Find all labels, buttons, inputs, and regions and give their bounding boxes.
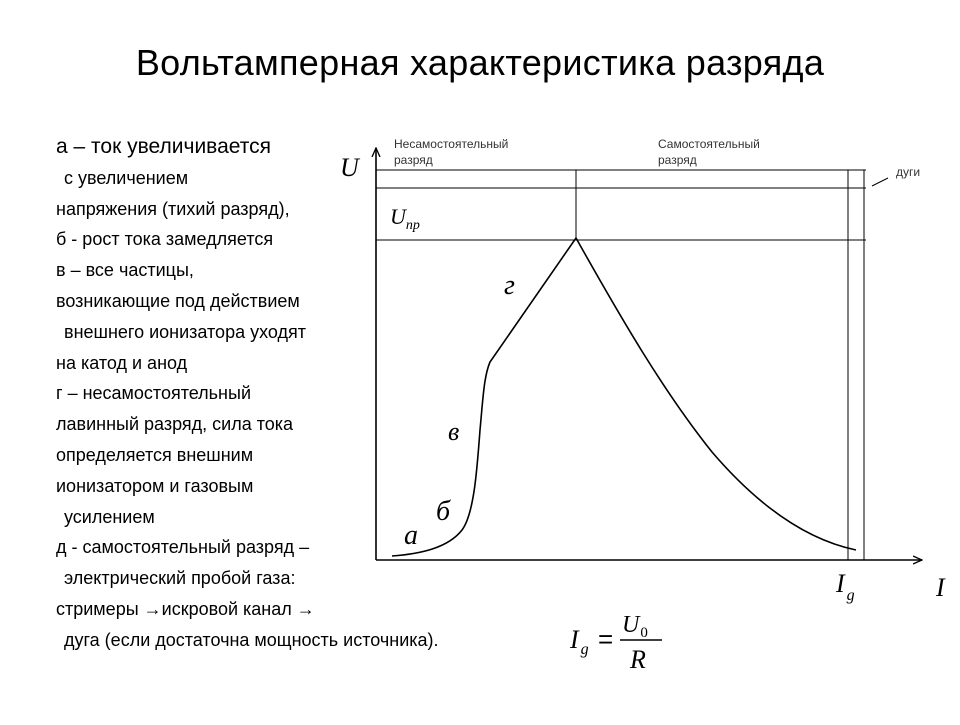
vac-curve [392, 238, 856, 556]
region-label-self-2: разряд [658, 153, 697, 167]
ig-axis-label: I $_g$ [836, 569, 855, 604]
arc-label-leader [872, 178, 888, 186]
segment-label-b: б [436, 496, 451, 527]
formula-equals: = [598, 624, 614, 654]
y-axis-label: U [340, 153, 359, 182]
description-line: в – все частицы, [56, 260, 194, 281]
formula-lhs: I $_g$ [570, 625, 589, 658]
formula-denominator: R [630, 645, 646, 674]
description-line: на катод и анод [56, 352, 188, 373]
description-line: д - самостоятельный разряд – [56, 537, 310, 558]
description-line: ионизатором и газовым [56, 475, 254, 496]
description-line: стримеры →искровой канал → [56, 598, 315, 619]
slide-title: Вольтамперная характеристика разряда [135, 42, 825, 83]
description-line: лавинный разряд, сила тока [56, 414, 294, 435]
description-line: напряжения (тихий разряд), [56, 198, 290, 219]
segment-label-a: а [404, 520, 418, 551]
breakdown-voltage-label: $U_{пр}$ [390, 204, 420, 233]
description-line: определяется внешним [56, 444, 254, 465]
description-line: дуга (если достаточна мощность источника). [64, 629, 439, 650]
region-label-self-1: Самостоятельный [658, 137, 760, 151]
description-line: с увеличением [64, 167, 189, 188]
x-axis-label: I [936, 573, 945, 602]
region-label-arc: дуги [896, 165, 921, 179]
formula-numerator: $U_0$ [622, 612, 648, 641]
description-line: возникающие под действием [56, 290, 300, 311]
segment-label-g: г [504, 270, 515, 301]
ig-formula [569, 612, 662, 674]
description-line: а – ток увеличивается [56, 135, 272, 158]
region-label-non-self-2: разряд [394, 153, 433, 167]
description-line: б - рост тока замедляется [56, 229, 274, 250]
description-line: г – несамостоятельный [56, 383, 251, 404]
description-line: внешнего ионизатора уходят [64, 321, 306, 342]
segment-label-v: в [448, 417, 460, 446]
description-line: электрический пробой газа: [64, 568, 296, 589]
description-line: усилением [64, 506, 155, 527]
region-label-non-self-1: Несамостоятельный [394, 137, 509, 151]
